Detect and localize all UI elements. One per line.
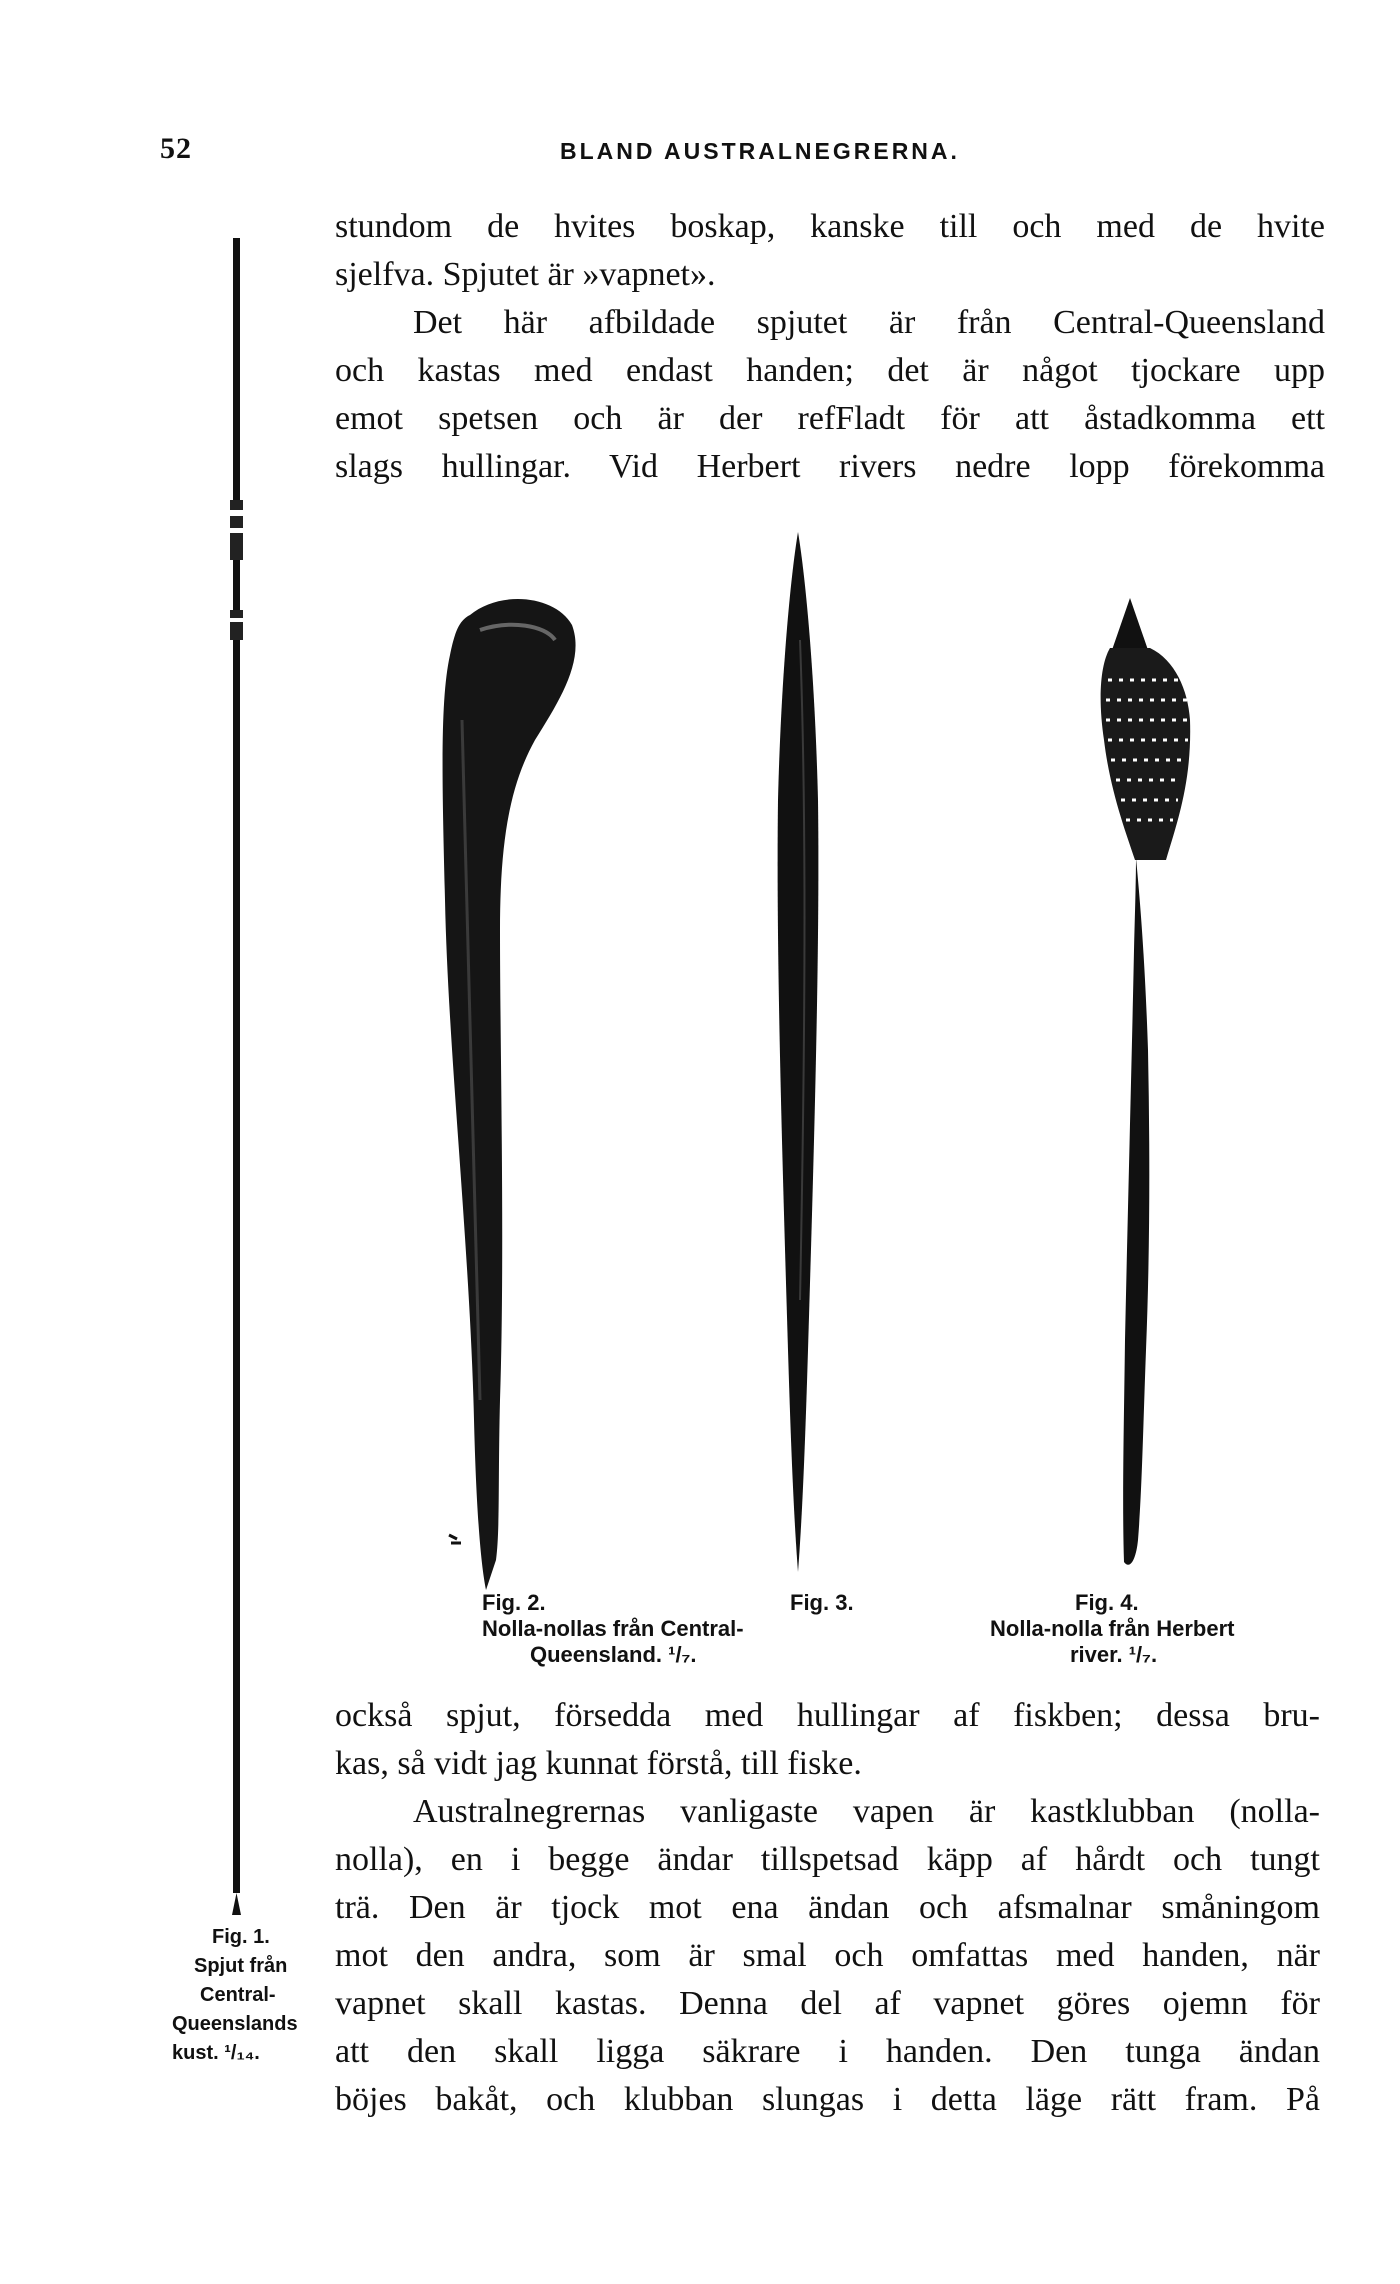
fig23-caption-line2: Queensland. ¹/₇. [530, 1642, 697, 1667]
text-line: emot spetsen och är der refFladt för att åstadkomma ett [335, 400, 1325, 437]
fig4-label: Fig. 4. [1075, 1590, 1139, 1615]
fig3-label: Fig. 3. [790, 1590, 854, 1615]
fig1-caption-line: Spjut från [194, 1955, 288, 1977]
fig2-label: Fig. 2. [482, 1590, 546, 1615]
text-line: sjelfva. Spjutet är »vapnet». [335, 256, 716, 293]
fig1-caption-line: kust. ¹/₁₄. [172, 2042, 260, 2064]
fig1-caption [172, 1923, 298, 2068]
straight-club-illustration [778, 532, 819, 1572]
running-title: BLAND AUSTRALNEGRERNA. [560, 138, 960, 164]
barbed-club-illustration [1101, 598, 1191, 1565]
page-number: 52 [160, 132, 192, 165]
text-line: också spjut, försedda med hullingar af fiskben; dessa bru- [335, 1697, 1320, 1734]
text-line: och kastas med endast handen; det är något tjockare upp [335, 352, 1325, 389]
fig1-caption-line: Central- [200, 1984, 276, 2006]
spear-illustration [229, 238, 244, 1915]
fig1-label: Fig. 1. [212, 1926, 270, 1948]
text-line: vapnet skall kastas. Denna del af vapnet göres ojemn för [335, 1985, 1320, 2022]
paragraph-bottom [335, 1692, 1320, 2124]
text-line: böjes bakåt, och klubban slungas i detta läge rätt fram. På [335, 2081, 1320, 2118]
text-line: mot den andra, som är smal och omfattas med handen, när [335, 1937, 1320, 1974]
text-line: Det här afbildade spjutet är från Central-Queensland [413, 304, 1325, 341]
text-line: stundom de hvites boskap, kanske till och med de hvite [335, 208, 1325, 245]
text-line: slags hullingar. Vid Herbert rivers nedre lopp förekomma [335, 448, 1325, 485]
text-line: trä. Den är tjock mot ena ändan och afsmalnar småningom [335, 1889, 1320, 1926]
text-line: att den skall ligga säkrare i handen. Den tunga ändan [335, 2033, 1320, 2070]
fig23-caption-line1: Nolla-nollas från Central- [482, 1616, 744, 1641]
text-line: nolla), en i begge ändar tillspetsad käpp af hårdt och tungt [335, 1841, 1320, 1878]
curved-club-illustration [443, 599, 576, 1590]
fig1-caption-line: Queenslands [172, 2013, 298, 2035]
fig4-caption-line1: Nolla-nolla från Herbert [990, 1616, 1235, 1641]
text-line: kas, så vidt jag kunnat förstå, till fiske. [335, 1745, 862, 1782]
fig4-caption-line2: river. ¹/₇. [1070, 1642, 1158, 1667]
text-line: Australnegrernas vanligaste vapen är kastklubban (nolla- [413, 1793, 1320, 1830]
